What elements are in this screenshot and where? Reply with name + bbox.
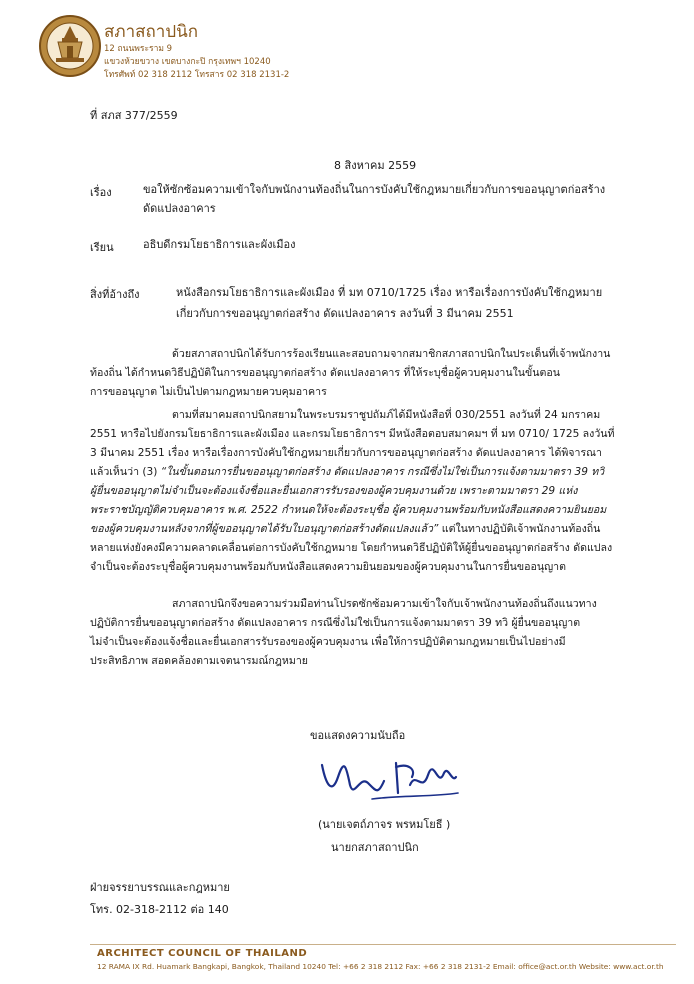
quote-tail-normal: แต่ในทางปฏิบัติเจ้าพนักงานท้องถิ่น	[438, 523, 601, 535]
reference-doc-text	[176, 282, 602, 324]
body-paragraph-2	[90, 406, 620, 577]
subject-line: ขอให้ซักซ้อมความเข้าใจกับพนักงานท้องถิ่นในการบังคับใช้กฎหมายเกี่ยวกับการขออนุญาตก่อสร้าง	[143, 183, 606, 196]
body-line: จำเป็นจะต้องระบุชื่อผู้ควบคุมงานพร้อมกับหนังสือแสดงความยินยอมของผู้ควบคุมงานในการยื่นขออนุญาต	[90, 561, 566, 573]
quote-line: พระราชบัญญัติควบคุมอาคาร พ.ศ. 2522 กำหนดให้จะต้องระบุชื่อ ผู้ควบคุมงานพร้อมกับหนังสือแสดงความยินยอม	[90, 504, 607, 516]
council-emblem-icon	[38, 14, 102, 78]
body-line	[90, 463, 620, 482]
closing-text: ขอแสดงความนับถือ	[310, 729, 406, 742]
department-name: ฝ่ายจรรยาบรรณและกฎหมาย	[90, 881, 230, 894]
quote-line: ผู้ยื่นขออนุญาตไม่จำเป็นจะต้องแจ้งชื่อและยื่นเอกสารรับรองของผู้ควบคุมงานด้วย เพราะตามมาตรา 29 แห่ง	[90, 485, 578, 497]
footer-divider	[90, 944, 676, 945]
subject-text	[143, 180, 605, 218]
org-address-line-1: 12 ถนนพระราม 9	[104, 44, 173, 54]
footer-address: 12 RAMA IX Rd. Huamark Bangkapi, Bangkok, Thailand 10240 Tel: +66 2 318 2112 Fax: +66 2 318 2131-2 Email: office@act.or.th Website: www.act.or.th	[97, 962, 664, 971]
body-line: หลายแห่งยังคงมีความคลาดเคลื่อนต่อการบังคับใช้กฎหมาย โดยกำหนดวิธีปฏิบัติให้ผู้ยื่นขออนุญาตก่อสร้าง ดัดแปลง	[90, 542, 613, 554]
signature-image	[312, 755, 462, 807]
letter-date: 8 สิงหาคม 2559	[334, 159, 417, 172]
body-line: การขออนุญาต ไม่เป็นไปตามกฎหมายควบคุมอาคาร	[90, 386, 327, 398]
body-line: ไม่จำเป็นจะต้องแจ้งชื่อและยื่นเอกสารรับรองของผู้ควบคุมงาน เพื่อให้การปฏิบัติตามกฎหมายเป็นไปอย่างมี	[90, 636, 566, 648]
signatory-position: นายกสภาสถาปนิก	[331, 841, 419, 854]
body-line: 2551 หารือไปยังกรมโยธาธิการและผังเมือง และกรมโยธาธิการฯ มีหนังสือตอบสมาคมฯ ที่ มท 0710/ 1725 ลงวันที่	[90, 428, 615, 440]
reference-doc-line: เกี่ยวกับการขออนุญาตก่อสร้าง ดัดแปลงอาคาร ลงวันที่ 3 มีนาคม 2551	[176, 307, 514, 320]
reference-number: ที่ สภส 377/2559	[90, 109, 178, 122]
quote-tail: ของผู้ควบคุมงานหลังจากที่ผู้ขออนุญาตได้รับใบอนุญาตก่อสร้างดัดแปลงแล้ว”	[90, 523, 439, 535]
department-phone: โทร. 02-318-2112 ต่อ 140	[90, 903, 229, 916]
body-line: สภาสถาปนิกจึงขอความร่วมมือท่านโปรดซักซ้อมความเข้าใจกับเจ้าพนักงานท้องถิ่นถึงแนวทาง	[172, 598, 597, 610]
recipient-value: อธิบดีกรมโยธาธิการและผังเมือง	[143, 238, 296, 251]
reference-doc-line: หนังสือกรมโยธาธิการและผังเมือง ที่ มท 0710/1725 เรื่อง หารือเรื่องการบังคับใช้กฎหมาย	[176, 286, 603, 299]
quote-text: “ในขั้นตอนการยื่นขออนุญาตก่อสร้าง ดัดแปลงอาคาร กรณีซึ่งไม่ใช่เป็นการแจ้งตามมาตรา 39 ทวิ	[160, 466, 605, 478]
org-name: สภาสถาปนิก	[104, 22, 199, 42]
body-line: ตามที่สมาคมสถาปนิกสยามในพระบรมราชูปถัมภ์ได้มีหนังสือที่ 030/2551 ลงวันที่ 24 มกราคม	[172, 409, 601, 421]
body-paragraph-3	[90, 595, 620, 671]
footer-org-name: ARCHITECT COUNCIL OF THAILAND	[97, 948, 308, 959]
subject-label: เรื่อง	[90, 186, 112, 199]
subject-line: ดัดแปลงอาคาร	[143, 202, 216, 215]
signatory-name: (นายเจตถ์ภาจร พรหมโยธี )	[318, 818, 451, 831]
body-line: ประสิทธิภาพ สอดคล้องตามเจตนารมณ์กฎหมาย	[90, 655, 308, 667]
body-line: ท้องถิ่น ได้กำหนดวิธีปฏิบัติในการขออนุญาตก่อสร้าง ดัดแปลงอาคาร ที่ให้ระบุชื่อผู้ควบคุมงานในขั้นตอน	[90, 367, 560, 379]
org-contact-line: โทรศัพท์ 02 318 2112 โทรสาร 02 318 2131-2	[104, 70, 290, 80]
org-address-line-2: แขวงห้วยขวาง เขตบางกะปิ กรุงเทพฯ 10240	[104, 57, 271, 67]
body-line: ด้วยสภาสถาปนิกได้รับการร้องเรียนและสอบถามจากสมาชิกสภาสถาปนิกในประเด็นที่เจ้าพนักงาน	[172, 348, 611, 360]
body-paragraph-1	[90, 345, 620, 402]
reference-doc-label: สิ่งที่อ้างถึง	[90, 288, 140, 301]
body-line: ปฏิบัติการยื่นขออนุญาตก่อสร้าง ดัดแปลงอาคาร กรณีซึ่งไม่ใช่เป็นการแจ้งตามมาตรา 39 ทวิ ผู้ยื่นขออนุญาต	[90, 617, 581, 629]
recipient-label: เรียน	[90, 241, 114, 254]
quote-lead: แล้วเห็นว่า (3)	[90, 466, 161, 478]
body-line: 3 มีนาคม 2551 เรื่อง หารือเรื่องการบังคับใช้กฎหมายเกี่ยวกับการขออนุญาตก่อสร้าง ดัดแปลงอาคาร ได้พิจารณา	[90, 447, 602, 459]
body-line	[90, 520, 620, 539]
